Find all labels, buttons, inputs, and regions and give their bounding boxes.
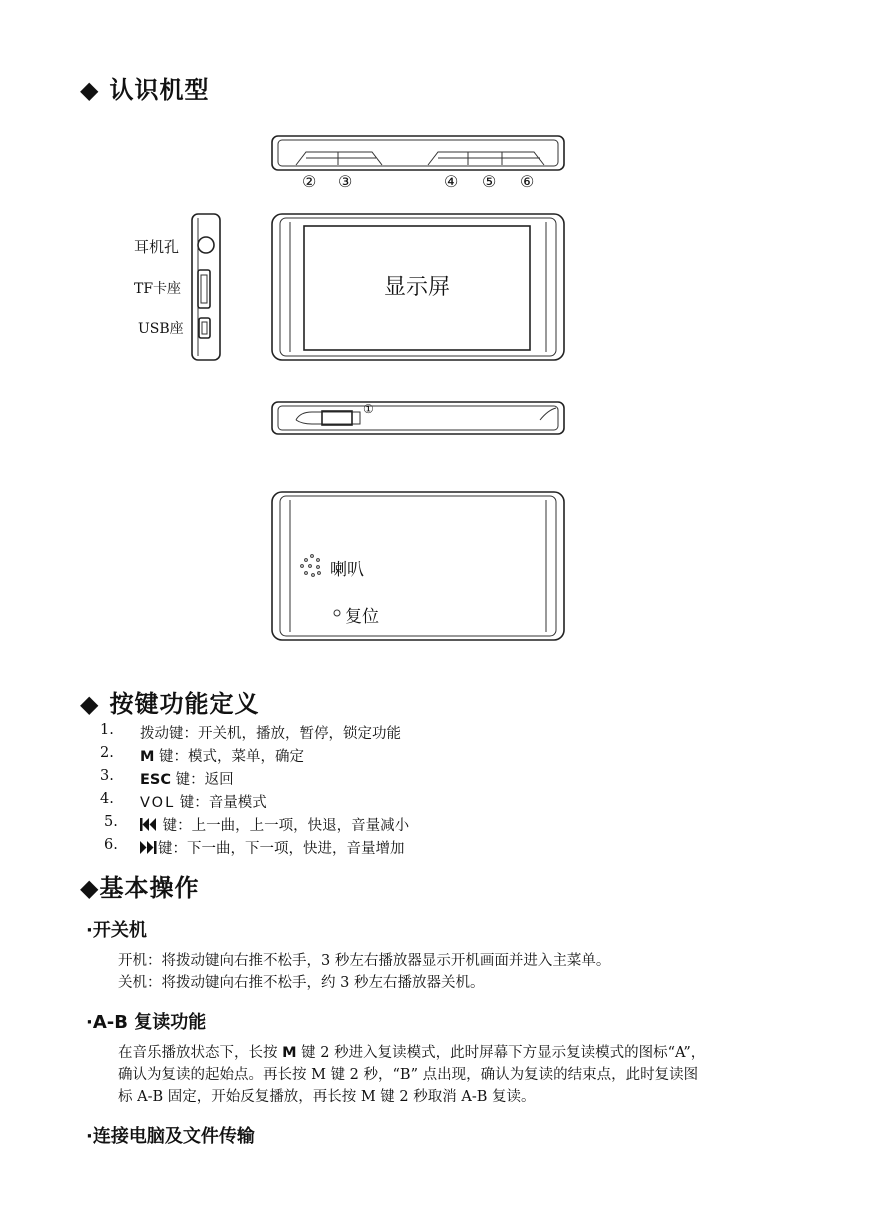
subheading-power: ·开关机 [86, 920, 147, 941]
subheading-ab-repeat: ·A-B 复读功能 [86, 1012, 207, 1033]
key-name: ESC [140, 772, 171, 788]
diamond-bullet-icon: ◆ [80, 76, 100, 104]
list-text: 键：音量模式 [175, 795, 267, 811]
key-name: VOL [140, 795, 176, 811]
text-segment: 在音乐播放状态下，长按 [118, 1045, 283, 1061]
next-track-icon [140, 841, 158, 854]
diamond-bullet-icon: ◆ [80, 874, 100, 902]
section-title-text: 基本操作 [99, 874, 200, 902]
section-heading-basic-ops [80, 868, 199, 903]
list-number: 4. [100, 791, 114, 807]
list-number: 5. [104, 814, 118, 830]
list-text: 键：模式，菜单，确定 [154, 749, 305, 765]
paragraph-power-off: 关机：将拨动键向右推不松手，约 3 秒左右播放器关机。 [118, 975, 485, 991]
text-segment: 键 2 秒进入复读模式，此时屏幕下方显示复读模式的图标“A”， [296, 1045, 706, 1061]
label-screen: 显示屏 [384, 275, 451, 300]
list-number: 1. [100, 722, 114, 738]
paragraph-ab-line-3: 标 A-B 固定，开始反复播放，再长按 M 键 2 秒取消 A-B 复读。 [118, 1089, 536, 1105]
key-name: M [282, 1045, 297, 1061]
top-marker-2: ② [302, 172, 317, 191]
paragraph-ab-line-2: 确认为复读的起始点。再长按 M 键 2 秒，“B” 点出现，确认为复读的结束点，此时复读图 [118, 1067, 699, 1083]
device-side-view [192, 214, 220, 360]
subheading-connect-pc: ·连接电脑及文件传输 [86, 1126, 255, 1147]
key-name: M [140, 749, 155, 765]
reset-hole-icon [334, 610, 340, 616]
section-heading-keys [80, 684, 259, 719]
top-marker-4: ④ [444, 172, 459, 191]
bottom-marker-1: ① [363, 402, 374, 416]
device-bottom-view [272, 402, 564, 434]
section-title-text: 按键功能定义 [109, 690, 260, 718]
label-headphone-jack: 耳机孔 [134, 238, 180, 256]
list-number: 2. [100, 745, 114, 761]
speaker-grille-icon [301, 555, 321, 577]
diamond-bullet-icon: ◆ [80, 690, 100, 718]
section-title-text: 认识机型 [109, 76, 210, 104]
device-back-view [272, 492, 564, 640]
list-text: 键：下一曲，下一项，快进，音量增加 [158, 841, 405, 857]
label-usb-port: USB座 [138, 321, 184, 337]
paragraph-ab-line-1 [118, 1042, 705, 1064]
top-marker-5: ⑤ [482, 172, 497, 191]
device-top-view [272, 136, 564, 170]
paragraph-power-on: 开机：将拨动键向右推不松手，3 秒左右播放器显示开机画面并进入主菜单。 [118, 953, 611, 969]
list-text: 拨动键：开关机，播放，暂停，锁定功能 [140, 726, 401, 742]
list-text: 键：上一曲，上一项，快退，音量减小 [158, 818, 410, 834]
label-tf-card-slot: TF卡座 [134, 281, 182, 297]
label-reset: 复位 [345, 607, 379, 627]
label-speaker: 喇叭 [330, 560, 364, 580]
list-text: 键：返回 [171, 772, 234, 788]
top-marker-3: ③ [338, 172, 353, 191]
previous-track-icon [140, 818, 158, 831]
top-marker-6: ⑥ [520, 172, 535, 191]
list-number: 6. [104, 837, 118, 853]
list-number: 3. [100, 768, 114, 784]
